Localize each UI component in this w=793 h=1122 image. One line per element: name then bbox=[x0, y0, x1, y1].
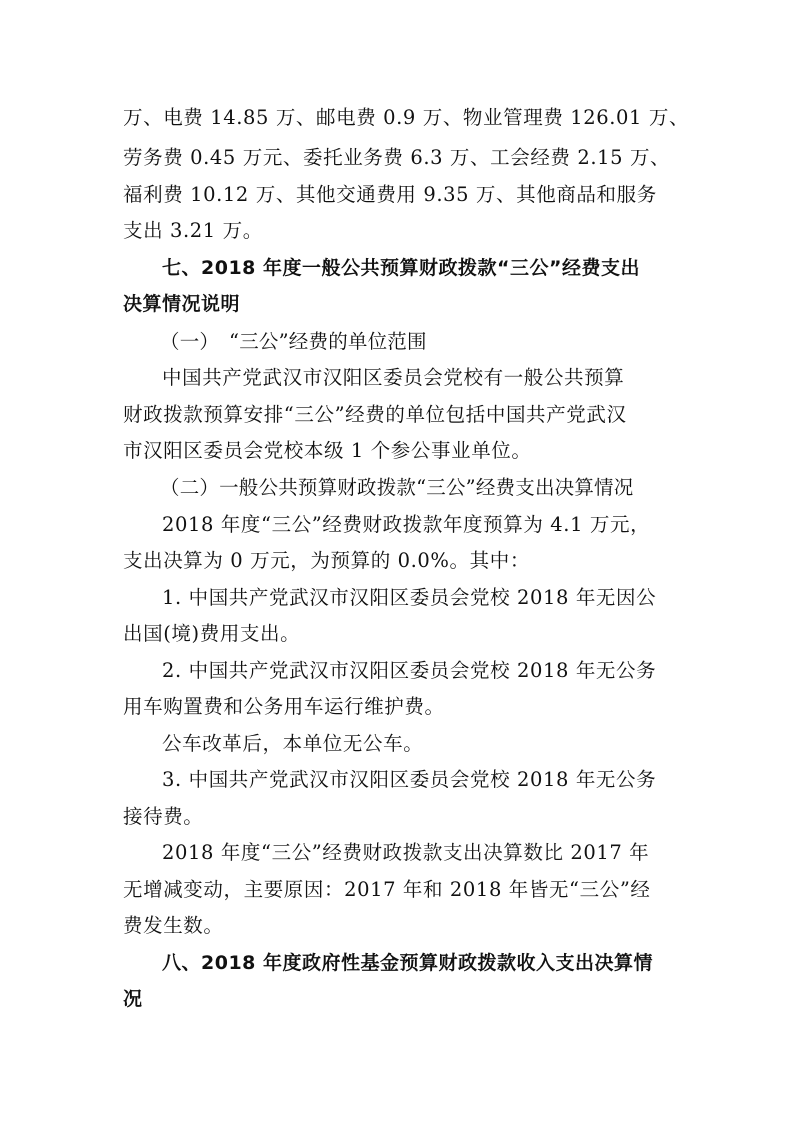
list-item-2-continued: 用车购置费和公务用车运行维护费。 bbox=[123, 695, 445, 718]
section-heading-7: 七、2018 年度一般公共预算财政拨款“三公”经费支出 bbox=[162, 257, 640, 279]
body-text-line: 支出决算为 0 万元，为预算的 0.0%。其中： bbox=[123, 549, 530, 572]
list-item-2: 2. 中国共产党武汉市汉阳区委员会党校 2018 年无公务 bbox=[162, 659, 657, 682]
list-item-1: 1. 中国共产党武汉市汉阳区委员会党校 2018 年无因公 bbox=[162, 586, 657, 609]
body-text-line: 无增减变动，主要原因：2017 年和 2018 年皆无“三公”经 bbox=[123, 878, 651, 901]
section-heading-8-continued: 况 bbox=[123, 988, 143, 1010]
subsection-heading-2: （二）一般公共预算财政拨款“三公”经费支出决算情况 bbox=[160, 476, 634, 499]
section-heading-7-continued: 决算情况说明 bbox=[123, 293, 241, 315]
body-text-line: 劳务费 0.45 万元、委托业务费 6.3 万、工会经费 2.15 万、 bbox=[123, 146, 671, 169]
body-text-line: 2018 年度“三公”经费财政拨款年度预算为 4.1 万元， bbox=[162, 513, 651, 536]
body-text-line: 财政拨款预算安排“三公”经费的单位包括中国共产党武汉 bbox=[123, 403, 627, 426]
body-text-line: 公车改革后，本单位无公车。 bbox=[162, 732, 424, 755]
list-item-3-continued: 接待费。 bbox=[123, 805, 204, 828]
body-text-line: 支出 3.21 万。 bbox=[123, 219, 263, 242]
body-text-line: 福利费 10.12 万、其他交通费用 9.35 万、其他商品和服务 bbox=[123, 183, 657, 206]
body-text-line: 2018 年度“三公”经费财政拨款支出决算数比 2017 年 bbox=[162, 841, 650, 864]
section-heading-8: 八、2018 年度政府性基金预算财政拨款收入支出决算情 bbox=[162, 952, 653, 974]
subsection-heading-1: （一） “三公”经费的单位范围 bbox=[160, 330, 427, 353]
body-text-line: 中国共产党武汉市汉阳区委员会党校有一般公共预算 bbox=[162, 366, 625, 389]
body-text-line: 费发生数。 bbox=[123, 914, 224, 937]
list-item-1-continued: 出国(境)费用支出。 bbox=[123, 622, 301, 645]
body-text-line: 市汉阳区委员会党校本级 1 个参公事业单位。 bbox=[123, 439, 532, 462]
list-item-3: 3. 中国共产党武汉市汉阳区委员会党校 2018 年无公务 bbox=[162, 768, 657, 791]
body-text-line: 万、电费 14.85 万、邮电费 0.9 万、物业管理费 126.01 万、 bbox=[123, 106, 690, 129]
